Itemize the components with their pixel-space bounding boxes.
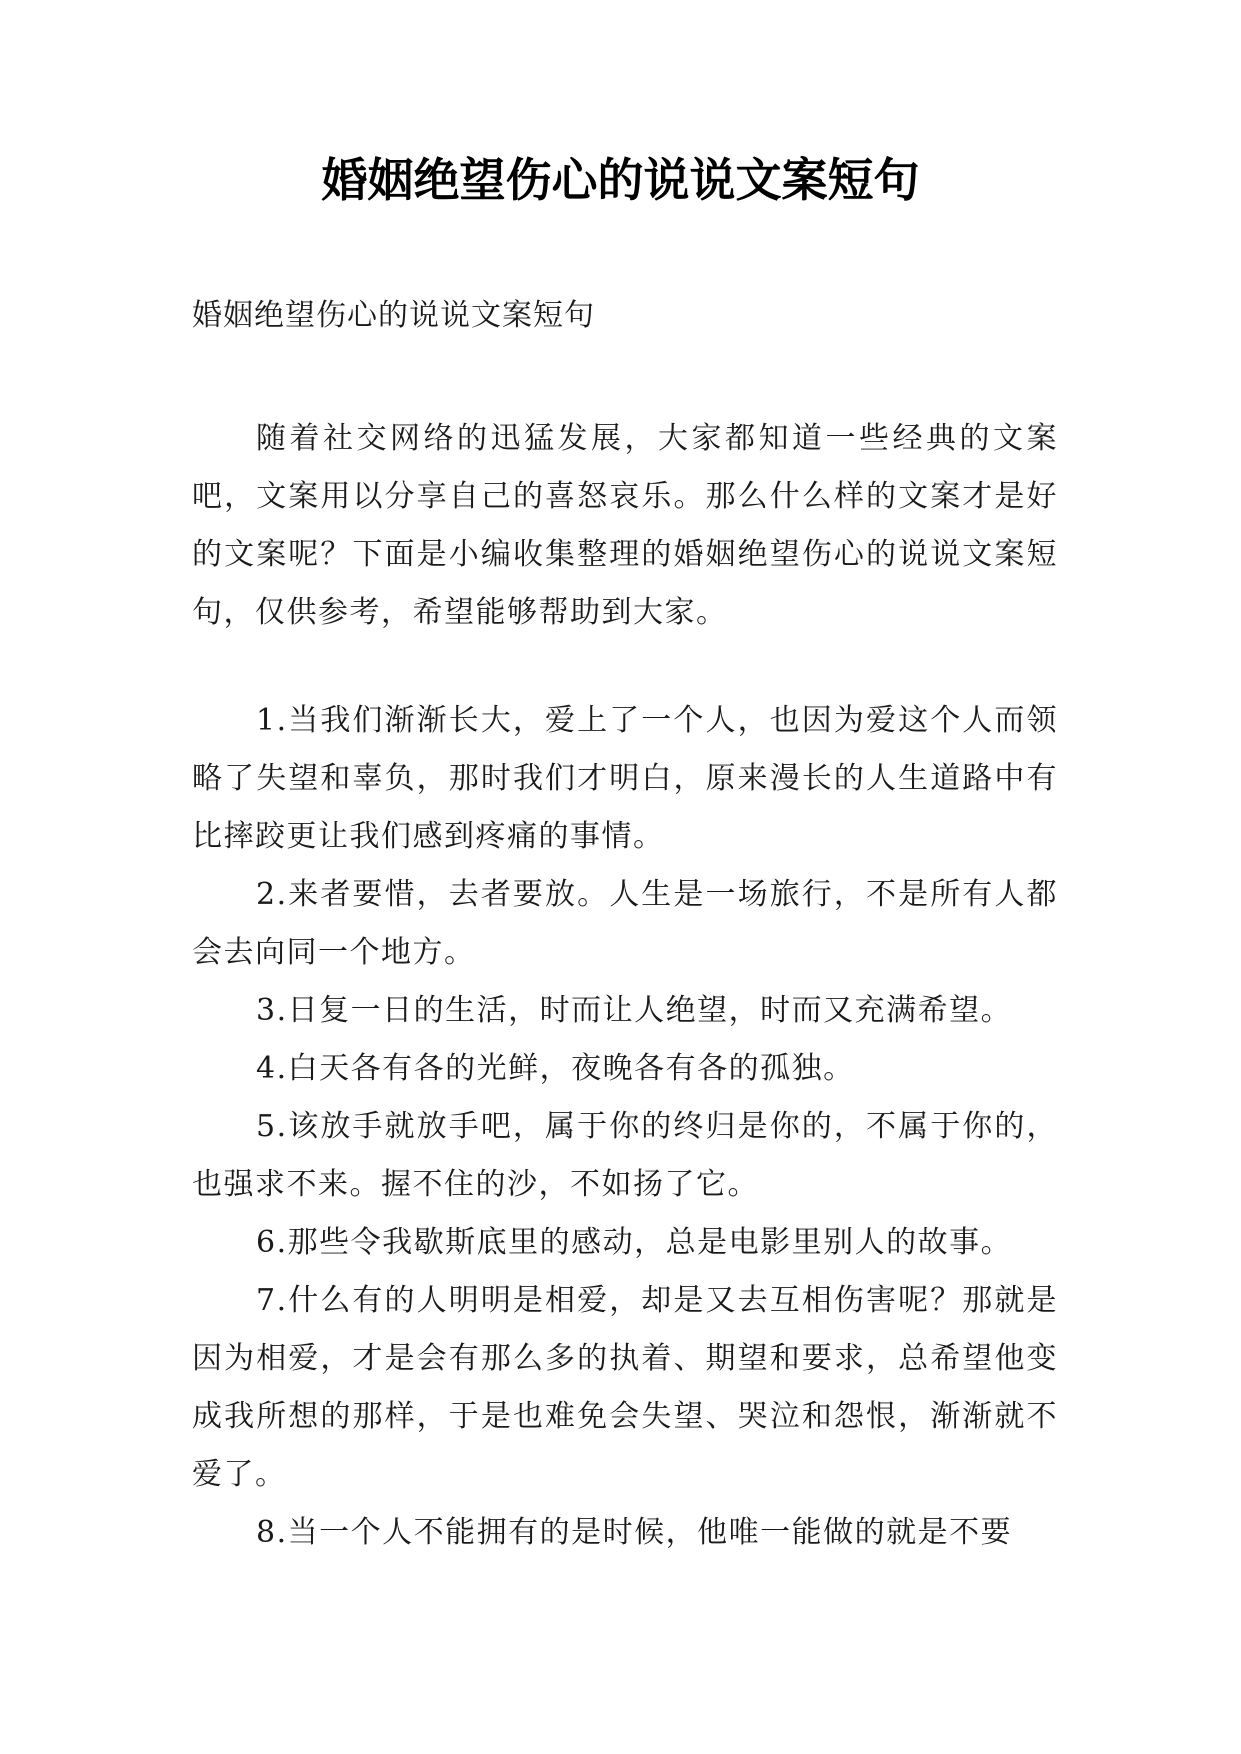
document-title: 婚姻绝望伤心的说说文案短句 [321,153,920,207]
list-item: 5.该放手就放手吧，属于你的终归是你的，不属于你的，也强求不来。握不住的沙，不如扬了它。 [192,1109,1058,1202]
list-item: 1.当我们渐渐长大，爱上了一个人，也因为爱这个人而领略了失望和辜负，那时我们才明白，原来漫长的人生道路中有比摔跤更让我们感到疼痛的事情。 [192,703,1058,854]
list-item: 8.当一个人不能拥有的是时候，他唯一能做的就是不要 [256,1515,1013,1550]
list-item: 7.什么有的人明明是相爱，却是又去互相伤害呢？那就是因为相爱，才是会有那么多的执着、期望和要求，总希望他变成我所想的那样，于是也难免会失望、哭泣和怨恨，渐渐就不爱了。 [192,1283,1058,1492]
quote-list [192,692,1058,1562]
document-subtitle: 婚姻绝望伤心的说说文案短句 [192,298,595,333]
list-item: 2.来者要惜，去者要放。人生是一场旅行，不是所有人都会去向同一个地方。 [192,877,1058,970]
list-item: 6.那些令我歇斯底里的感动，总是电影里别人的故事。 [256,1225,1013,1260]
intro-paragraph: 随着社交网络的迅猛发展，大家都知道一些经典的文案吧，文案用以分享自己的喜怒哀乐。那么什么样的文案才是好的文案呢？下面是小编收集整理的婚姻绝望伤心的说说文案短句，仅供参考，希望能够帮助到大家。 [192,421,1058,630]
list-item: 3.日复一日的生活，时而让人绝望，时而又充满希望。 [256,993,1013,1028]
list-item: 4.白天各有各的光鲜，夜晚各有各的孤独。 [256,1051,855,1086]
